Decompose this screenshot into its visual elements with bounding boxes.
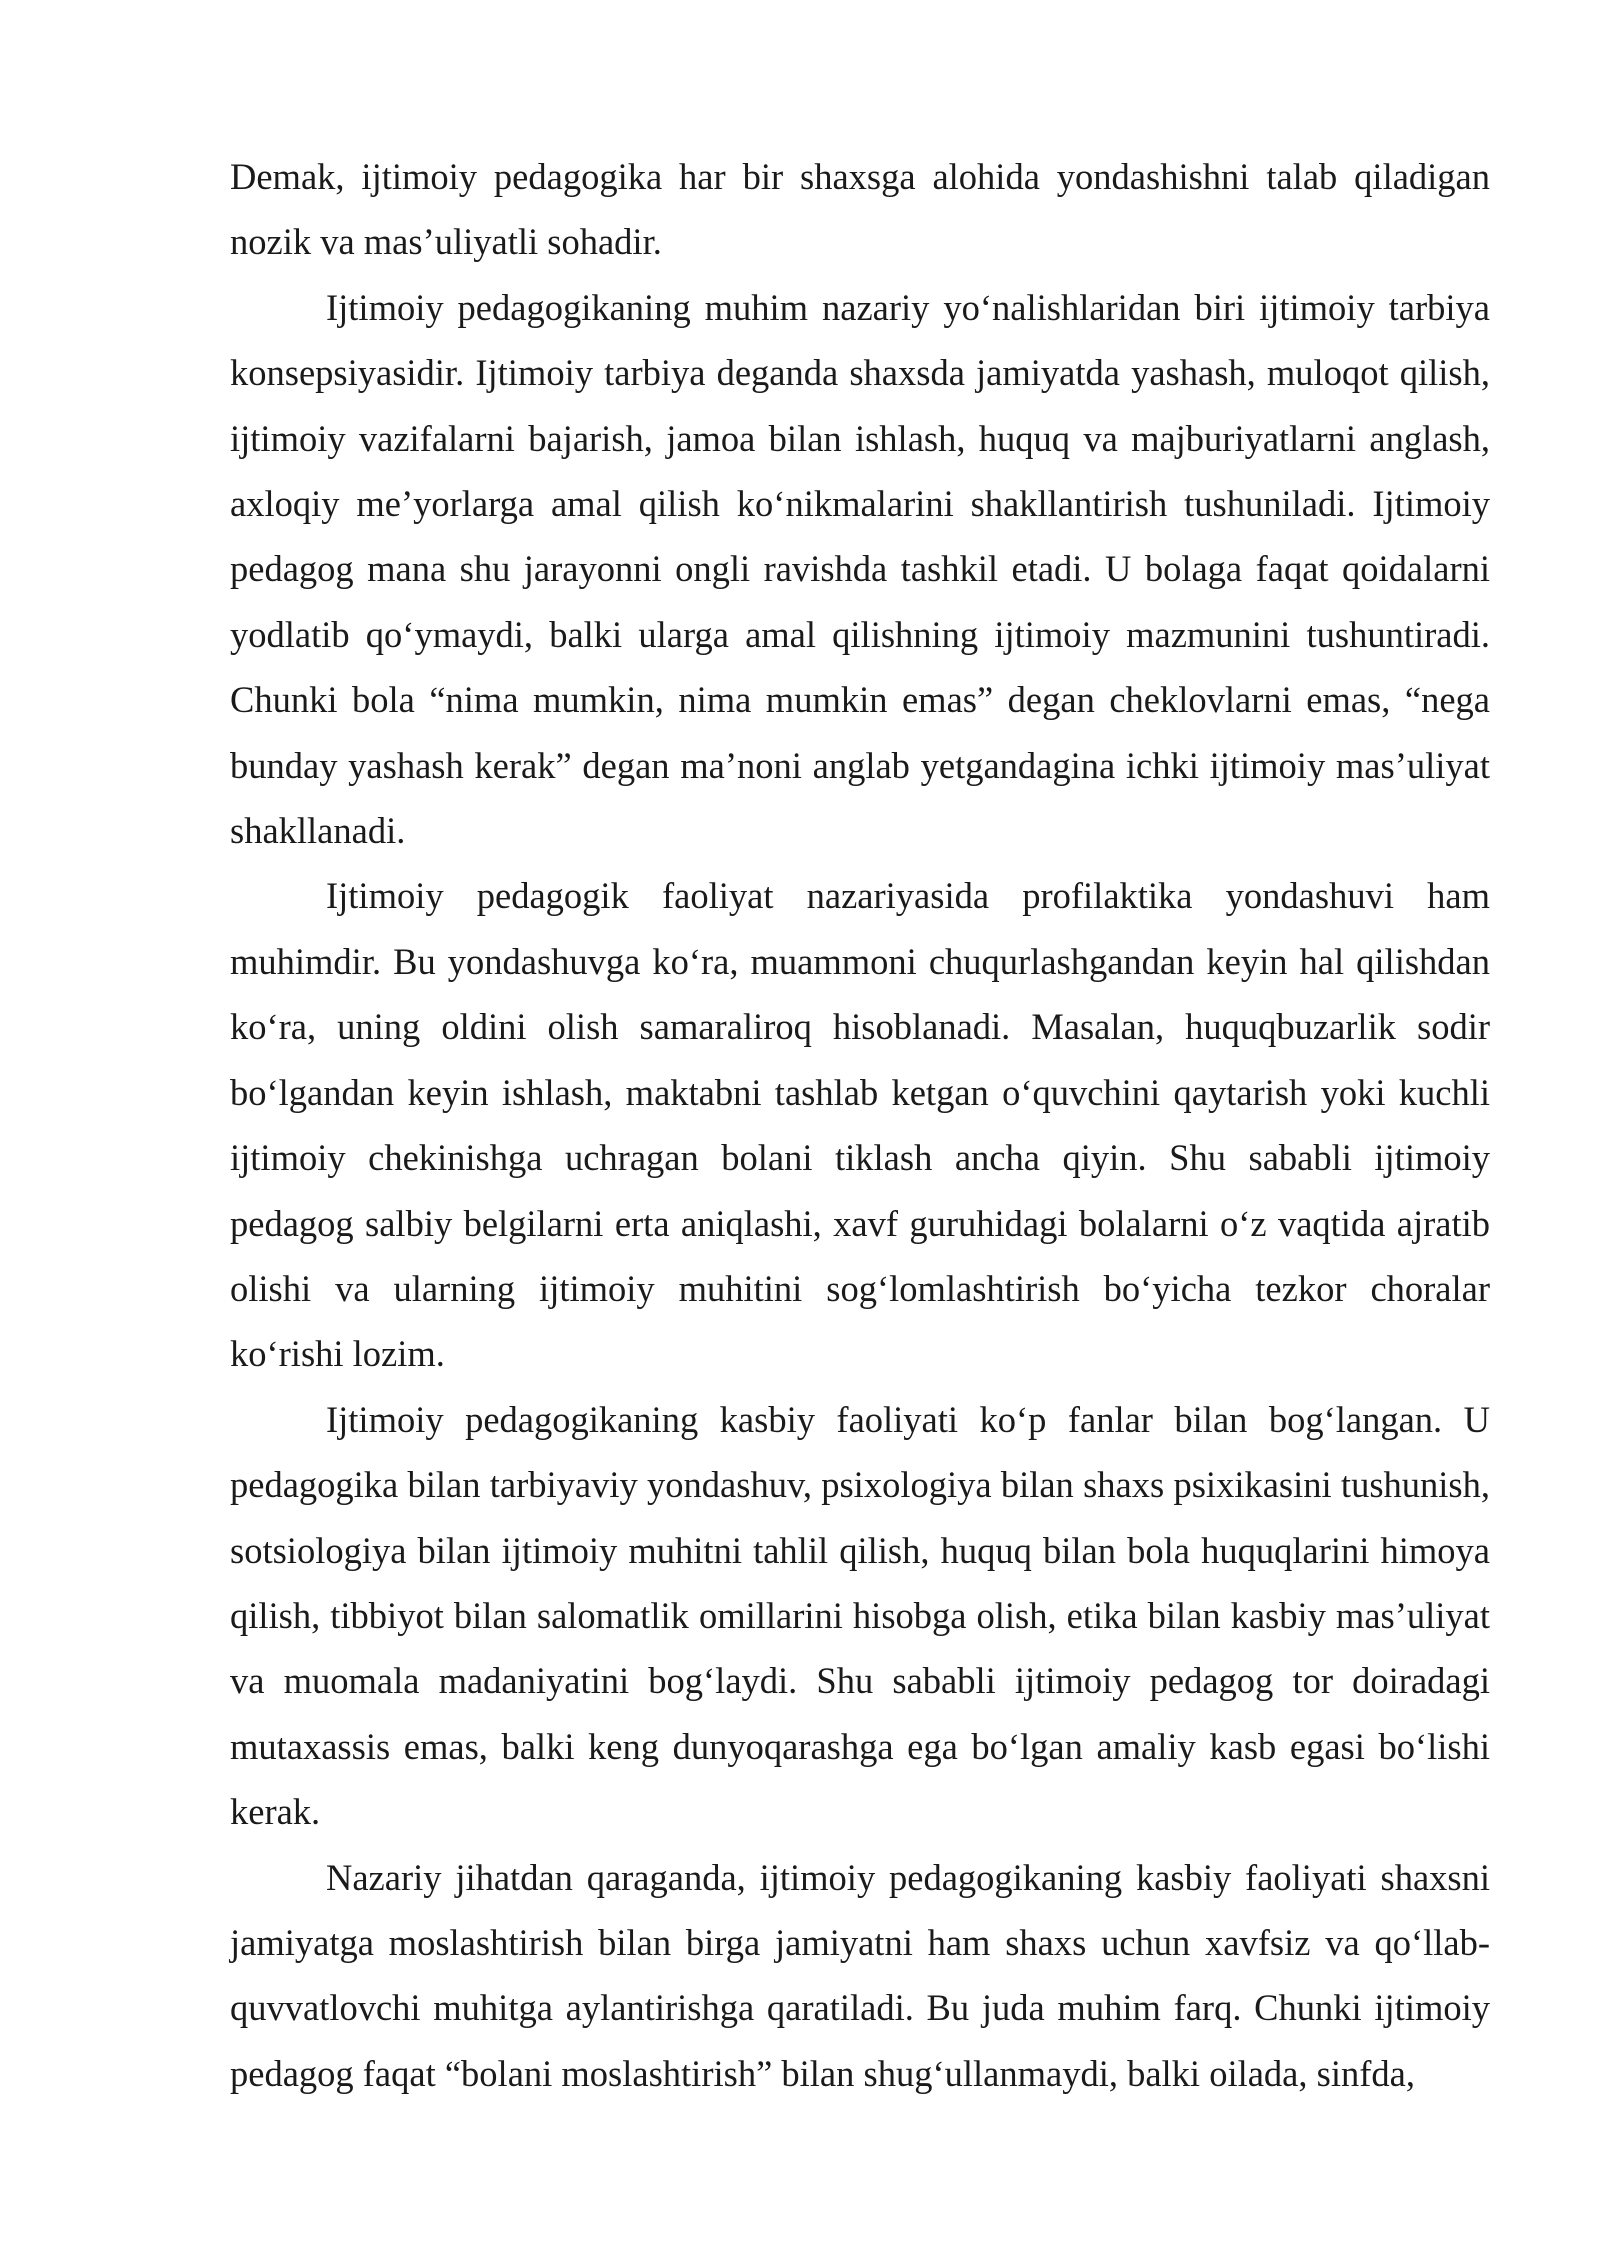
paragraph-1: Demak, ijtimoiy pedagogika har bir shaxsga alohida yondashishni talab qiladigan nozik va mas’uliyatli sohadir. — [230, 156, 1490, 263]
document-body — [230, 144, 1490, 2106]
paragraph-4: Ijtimoiy pedagogikaning kasbiy faoliyati ko‘p fanlar bilan bog‘langan. U pedagogika bilan tarbiyaviy yondashuv, psixologiya bilan shaxs psixikasini tushunish, sotsiologiya bilan ijtimoiy muhitni tahlil qilish, huquq bilan bola huquqlarini himoya qilish, tibbiyot bilan salomatlik omillarini hisobga olish, etika bilan kasbiy mas’uliyat va muomala madaniyatini bog‘laydi. Shu sababli ijtimoiy pedagog tor doiradagi mutaxassis emas, balki keng dunyoqarashga ega bo‘lgan amaliy kasb egasi bo‘lishi kerak. — [230, 1398, 1490, 1833]
paragraph-5: Nazariy jihatdan qaraganda, ijtimoiy pedagogikaning kasbiy faoliyati shaxsni jamiyatga moslashtirish bilan birga jamiyatni ham shaxs uchun xavfsiz va qo‘llab-quvvatlovchi muhitga aylantirishga qaratiladi. Bu juda muhim farq. Chunki ijtimoiy pedagog faqat “bolani moslashtirish” bilan shug‘ullanmaydi, balki oilada, sinfda, — [230, 1856, 1490, 2094]
paragraph-2: Ijtimoiy pedagogikaning muhim nazariy yo‘nalishlaridan biri ijtimoiy tarbiya konsepsiyasidir. Ijtimoiy tarbiya deganda shaxsda jamiyatda yashash, muloqot qilish, ijtimoiy vazifalarni bajarish, jamoa bilan ishlash, huquq va majburiyatlarni anglash, axloqiy me’yorlarga amal qilish ko‘nikmalarini shakllantirish tushuniladi. Ijtimoiy pedagog mana shu jarayonni ongli ravishda tashkil etadi. U bolaga faqat qoidalarni yodlatib qo‘ymaydi, balki ularga amal qilishning ijtimoiy mazmunini tushuntiradi. Chunki bola “nima mumkin, nima mumkin emas” degan cheklovlarni emas, “nega bunday yashash kerak” degan ma’noni anglab yetgandagina ichki ijtimoiy mas’uliyat shakllanadi. — [230, 286, 1490, 852]
paragraph-3: Ijtimoiy pedagogik faoliyat nazariyasida profilaktika yondashuvi ham muhimdir. Bu yondashuvga ko‘ra, muammoni chuqurlashgandan keyin hal qilishdan ko‘ra, uning oldini olish samaraliroq hisoblanadi. Masalan, huquqbuzarlik sodir bo‘lgandan keyin ishlash, maktabni tashlab ketgan o‘quvchini qaytarish yoki kuchli ijtimoiy chekinishga uchragan bolani tiklash ancha qiyin. Shu sababli ijtimoiy pedagog salbiy belgilarni erta aniqlashi, xavf guruhidagi bolalarni o‘z vaqtida ajratib olishi va ularning ijtimoiy muhitini sog‘lomlashtirish bo‘yicha tezkor choralar ko‘rishi lozim. — [230, 875, 1490, 1375]
